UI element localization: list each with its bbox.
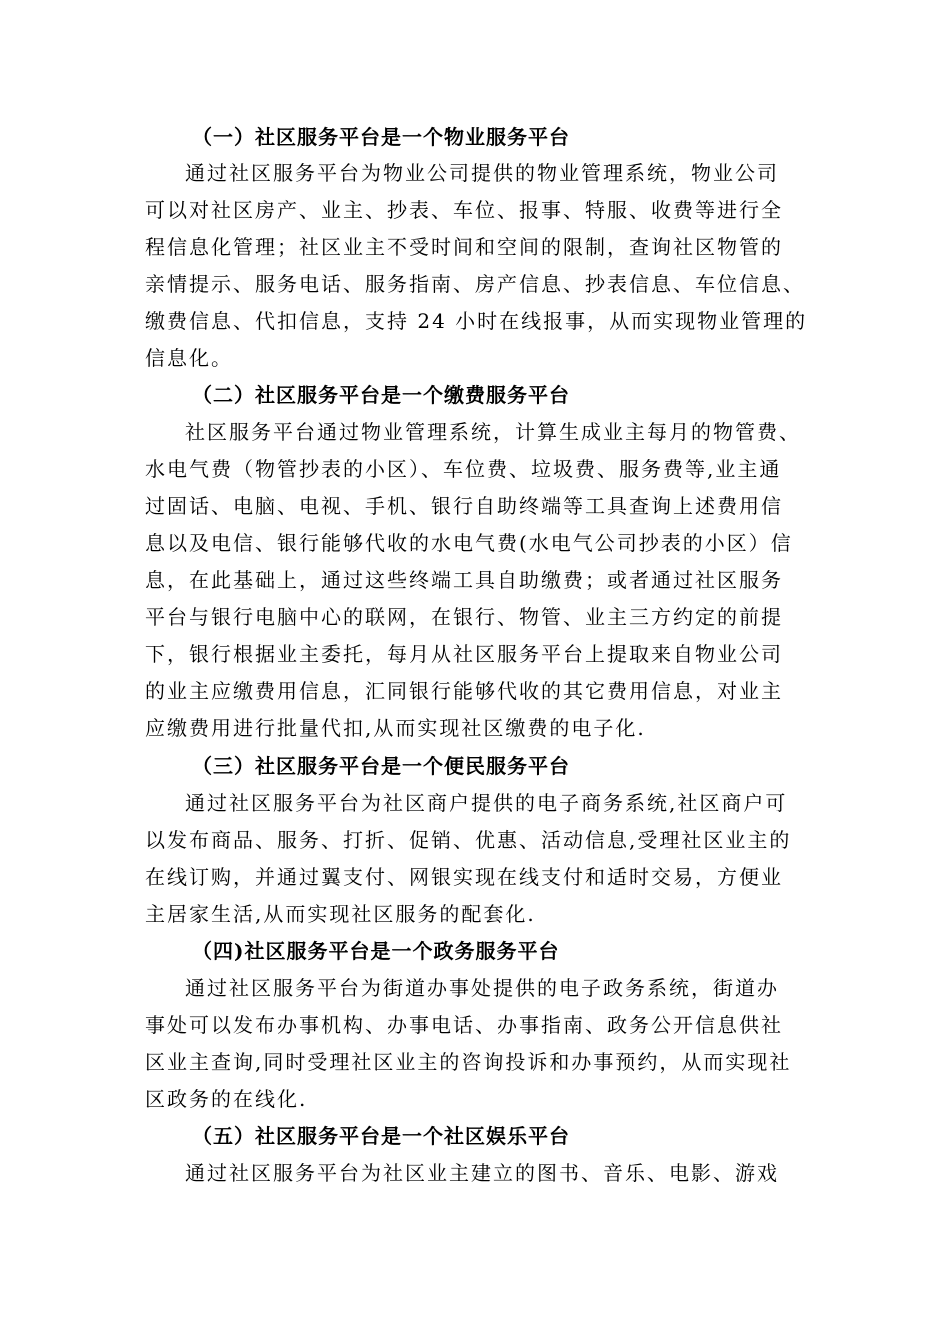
paragraph-line: 通过社区服务平台为街道办事处提供的电子政务系统，街道办 (185, 976, 779, 1000)
paragraph-line: 信息化。 (145, 346, 233, 370)
paragraph-line: 程信息化管理；社区业主不受时间和空间的限制，查询社区物管的 (145, 235, 783, 259)
paragraph-line: 通过社区服务平台为社区商户提供的电子商务系统,社区商户可 (185, 791, 788, 815)
paragraph-line: 缴费信息、代扣信息，支持 24 小时在线报事，从而实现物业管理的 (145, 309, 808, 333)
paragraph-line: 平台与银行电脑中心的联网，在银行、物管、业主三方约定的前提 (145, 605, 783, 629)
paragraph-line: 可以对社区房产、业主、抄表、车位、报事、特服、收费等进行全 (145, 198, 783, 222)
section-heading: （三）社区服务平台是一个便民服务平台 (192, 754, 570, 778)
paragraph-line: 应缴费用进行批量代扣,从而实现社区缴费的电子化. (145, 716, 646, 740)
section-heading: （四)社区服务平台是一个政务服务平台 (192, 939, 560, 963)
paragraph-line: 通过社区服务平台为物业公司提供的物业管理系统，物业公司 (185, 161, 779, 185)
paragraph-line: 通过社区服务平台为社区业主建立的图书、音乐、电影、游戏 (185, 1161, 779, 1185)
paragraph-line: 区政务的在线化. (145, 1087, 308, 1111)
section-heading: （五）社区服务平台是一个社区娱乐平台 (192, 1124, 570, 1148)
paragraph-line: 以发布商品、服务、打折、促销、优惠、活动信息,受理社区业主的 (145, 828, 792, 852)
paragraph-line: 社区服务平台通过物业管理系统，计算生成业主每月的物管费、 (185, 420, 801, 444)
paragraph-line: 亲情提示、服务电话、服务指南、房产信息、抄表信息、车位信息、 (145, 272, 805, 296)
paragraph-line: 水电气费（物管抄表的小区）、车位费、垃圾费、服务费等,业主通 (145, 457, 782, 481)
paragraph-line: 过固话、电脑、电视、手机、银行自助终端等工具查询上述费用信 (145, 494, 783, 518)
paragraph-line: 下，银行根据业主委托，每月从社区服务平台上提取来自物业公司 (145, 642, 783, 666)
section-heading: （二）社区服务平台是一个缴费服务平台 (192, 383, 570, 407)
paragraph-line: 息，在此基础上，通过这些终端工具自助缴费；或者通过社区服务 (145, 568, 783, 592)
section-heading: （一）社区服务平台是一个物业服务平台 (192, 125, 570, 149)
paragraph-line: 在线订购，并通过翼支付、网银实现在线支付和适时交易，方便业 (145, 865, 783, 889)
paragraph-line: 的业主应缴费用信息，汇同银行能够代收的其它费用信息，对业主 (145, 679, 783, 703)
paragraph-line: 主居家生活,从而实现社区服务的配套化. (145, 902, 536, 926)
paragraph-line: 区业主查询,同时受理社区业主的咨询投诉和办事预约，从而实现社 (145, 1050, 792, 1074)
paragraph-line: 事处可以发布办事机构、办事电话、办事指南、政务公开信息供社 (145, 1013, 783, 1037)
paragraph-line: 息以及电信、银行能够代收的水电气费(水电气公司抄表的小区）信 (145, 531, 793, 555)
